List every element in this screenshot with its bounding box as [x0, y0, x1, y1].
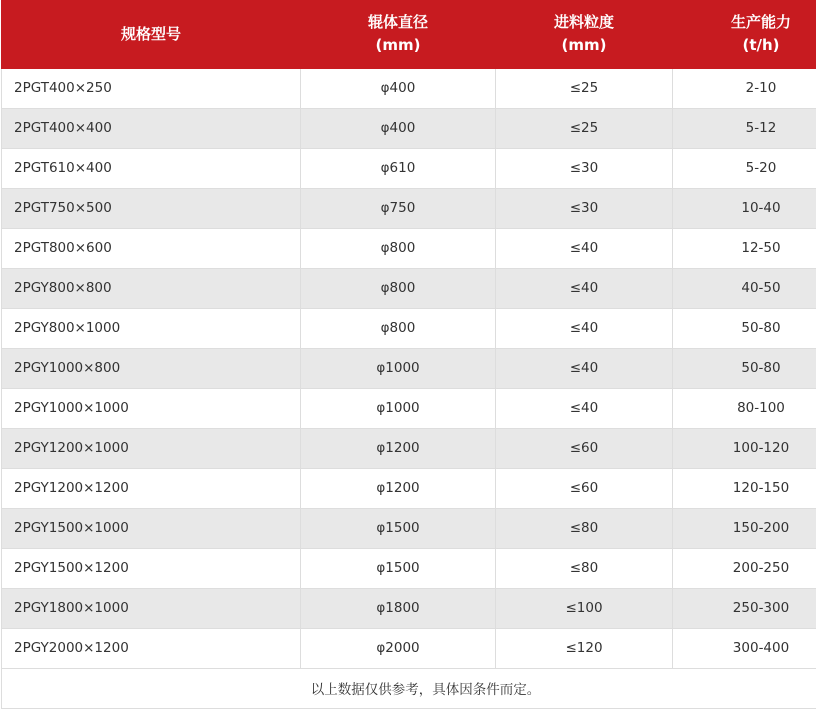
- cell-capacity: 10-40: [673, 188, 816, 228]
- table-row: [2, 548, 816, 588]
- column-header-feed-size-title: 进料粒度: [500, 11, 668, 34]
- cell-capacity: 12-50: [673, 228, 816, 268]
- cell-diameter: φ750: [301, 188, 496, 228]
- cell-feed: ≤80: [496, 508, 673, 548]
- cell-diameter: φ1000: [301, 388, 496, 428]
- column-header-model-title: 规格型号: [6, 23, 296, 46]
- cell-feed: ≤25: [496, 68, 673, 108]
- cell-feed: ≤40: [496, 308, 673, 348]
- cell-diameter: φ1500: [301, 508, 496, 548]
- table-row: [2, 588, 816, 628]
- cell-diameter: φ1200: [301, 468, 496, 508]
- cell-diameter: φ1500: [301, 548, 496, 588]
- cell-capacity: 120-150: [673, 468, 816, 508]
- cell-capacity: 50-80: [673, 348, 816, 388]
- table-row: [2, 468, 816, 508]
- specification-table: [1, 0, 816, 709]
- table-row: [2, 148, 816, 188]
- cell-model: 2PGT400×400: [2, 108, 301, 148]
- cell-model: 2PGY800×1000: [2, 308, 301, 348]
- table-row: [2, 348, 816, 388]
- cell-feed: ≤100: [496, 588, 673, 628]
- cell-diameter: φ800: [301, 308, 496, 348]
- table-row: [2, 308, 816, 348]
- cell-capacity: 300-400: [673, 628, 816, 668]
- cell-diameter: φ400: [301, 108, 496, 148]
- table-row: [2, 268, 816, 308]
- cell-model: 2PGY1000×1000: [2, 388, 301, 428]
- column-header-capacity: [673, 1, 816, 69]
- table-body: [2, 68, 816, 708]
- cell-capacity: 5-12: [673, 108, 816, 148]
- cell-diameter: φ2000: [301, 628, 496, 668]
- column-header-feed-size: [496, 1, 673, 69]
- cell-feed: ≤30: [496, 188, 673, 228]
- cell-capacity: 200-250: [673, 548, 816, 588]
- cell-feed: ≤80: [496, 548, 673, 588]
- column-header-capacity-title: 生产能力: [677, 11, 816, 34]
- cell-feed: ≤25: [496, 108, 673, 148]
- cell-capacity: 250-300: [673, 588, 816, 628]
- column-header-feed-size-unit: (mm): [500, 34, 668, 57]
- column-header-roller-diameter-unit: (mm): [305, 34, 491, 57]
- cell-feed: ≤40: [496, 268, 673, 308]
- cell-model: 2PGT400×250: [2, 68, 301, 108]
- cell-capacity: 5-20: [673, 148, 816, 188]
- table-row: [2, 108, 816, 148]
- column-header-model: [2, 1, 301, 69]
- cell-diameter: φ800: [301, 268, 496, 308]
- cell-model: 2PGY1500×1000: [2, 508, 301, 548]
- table-footnote: 以上数据仅供参考，具体因条件而定。: [2, 668, 816, 708]
- cell-model: 2PGY1200×1000: [2, 428, 301, 468]
- cell-model: 2PGY1200×1200: [2, 468, 301, 508]
- cell-feed: ≤40: [496, 388, 673, 428]
- cell-feed: ≤120: [496, 628, 673, 668]
- column-header-roller-diameter: [301, 1, 496, 69]
- table-header-row: [2, 1, 816, 69]
- cell-feed: ≤30: [496, 148, 673, 188]
- table-row: [2, 428, 816, 468]
- table-row: [2, 68, 816, 108]
- column-header-roller-diameter-title: 辊体直径: [305, 11, 491, 34]
- cell-model: 2PGY2000×1200: [2, 628, 301, 668]
- table-row: [2, 628, 816, 668]
- table-row: [2, 228, 816, 268]
- cell-feed: ≤40: [496, 348, 673, 388]
- cell-model: 2PGY1000×800: [2, 348, 301, 388]
- cell-diameter: φ610: [301, 148, 496, 188]
- table-row: [2, 388, 816, 428]
- cell-diameter: φ1200: [301, 428, 496, 468]
- cell-model: 2PGT800×600: [2, 228, 301, 268]
- cell-diameter: φ400: [301, 68, 496, 108]
- cell-model: 2PGT750×500: [2, 188, 301, 228]
- cell-model: 2PGT610×400: [2, 148, 301, 188]
- cell-feed: ≤60: [496, 428, 673, 468]
- cell-capacity: 2-10: [673, 68, 816, 108]
- cell-diameter: φ800: [301, 228, 496, 268]
- cell-capacity: 100-120: [673, 428, 816, 468]
- column-header-capacity-unit: (t/h): [677, 34, 816, 57]
- cell-capacity: 150-200: [673, 508, 816, 548]
- cell-diameter: φ1000: [301, 348, 496, 388]
- table-row: [2, 508, 816, 548]
- table-footnote-row: [2, 668, 816, 708]
- cell-model: 2PGY1800×1000: [2, 588, 301, 628]
- cell-capacity: 80-100: [673, 388, 816, 428]
- cell-capacity: 40-50: [673, 268, 816, 308]
- cell-feed: ≤40: [496, 228, 673, 268]
- table-row: [2, 188, 816, 228]
- cell-model: 2PGY800×800: [2, 268, 301, 308]
- cell-model: 2PGY1500×1200: [2, 548, 301, 588]
- cell-feed: ≤60: [496, 468, 673, 508]
- cell-capacity: 50-80: [673, 308, 816, 348]
- cell-diameter: φ1800: [301, 588, 496, 628]
- table-header: [2, 1, 816, 69]
